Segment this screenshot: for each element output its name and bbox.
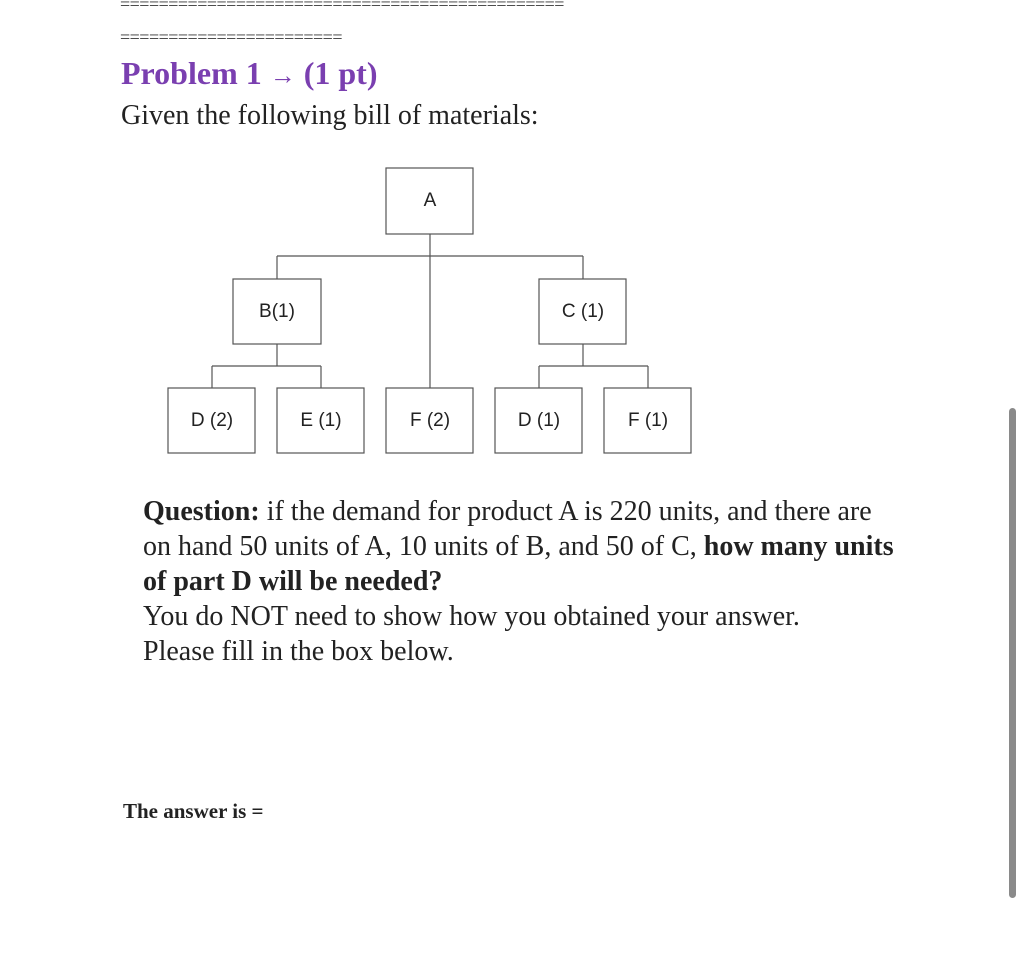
- node-e1: [277, 388, 364, 453]
- problem-number: Problem 1: [121, 55, 262, 91]
- node-d1-label: D (1): [517, 410, 561, 432]
- node-f2: [386, 388, 473, 453]
- question-block: [143, 494, 903, 669]
- node-d2-label: D (2): [190, 410, 234, 432]
- arrow-icon: →: [269, 61, 296, 90]
- question-emphasis: how many units of part D will be needed?: [143, 531, 894, 597]
- node-a: [386, 168, 473, 234]
- node-a-label: A: [423, 190, 437, 212]
- second-rule: =======================: [120, 30, 342, 44]
- node-b-label: B(1): [259, 301, 295, 323]
- question-label: Question:: [143, 496, 260, 527]
- problem-points: (1 pt): [303, 55, 378, 91]
- node-b: [233, 279, 321, 344]
- note-fill-box: Please fill in the box below.: [143, 636, 454, 667]
- answer-label: The answer is =: [123, 799, 264, 823]
- node-e1-label: E (1): [300, 410, 342, 432]
- question-text: [143, 494, 903, 599]
- question-body: if the demand for product A is 220 units, and there are on hand 50 units of A, 10 units of B, and 50 of C,: [143, 496, 872, 562]
- top-rule: ==============================================: [120, 0, 564, 11]
- problem-intro: Given the following bill of materials:: [121, 100, 539, 131]
- node-f1-label: F (1): [627, 410, 669, 432]
- note-no-work: You do NOT need to show how you obtained your answer.: [143, 601, 800, 632]
- scrollbar-thumb[interactable]: [1009, 408, 1016, 898]
- node-c-label: C (1): [561, 301, 605, 323]
- node-c: [539, 279, 626, 344]
- node-f2-label: F (2): [409, 410, 451, 432]
- node-d2: [168, 388, 255, 453]
- node-f1: [604, 388, 691, 453]
- node-d1: [495, 388, 582, 453]
